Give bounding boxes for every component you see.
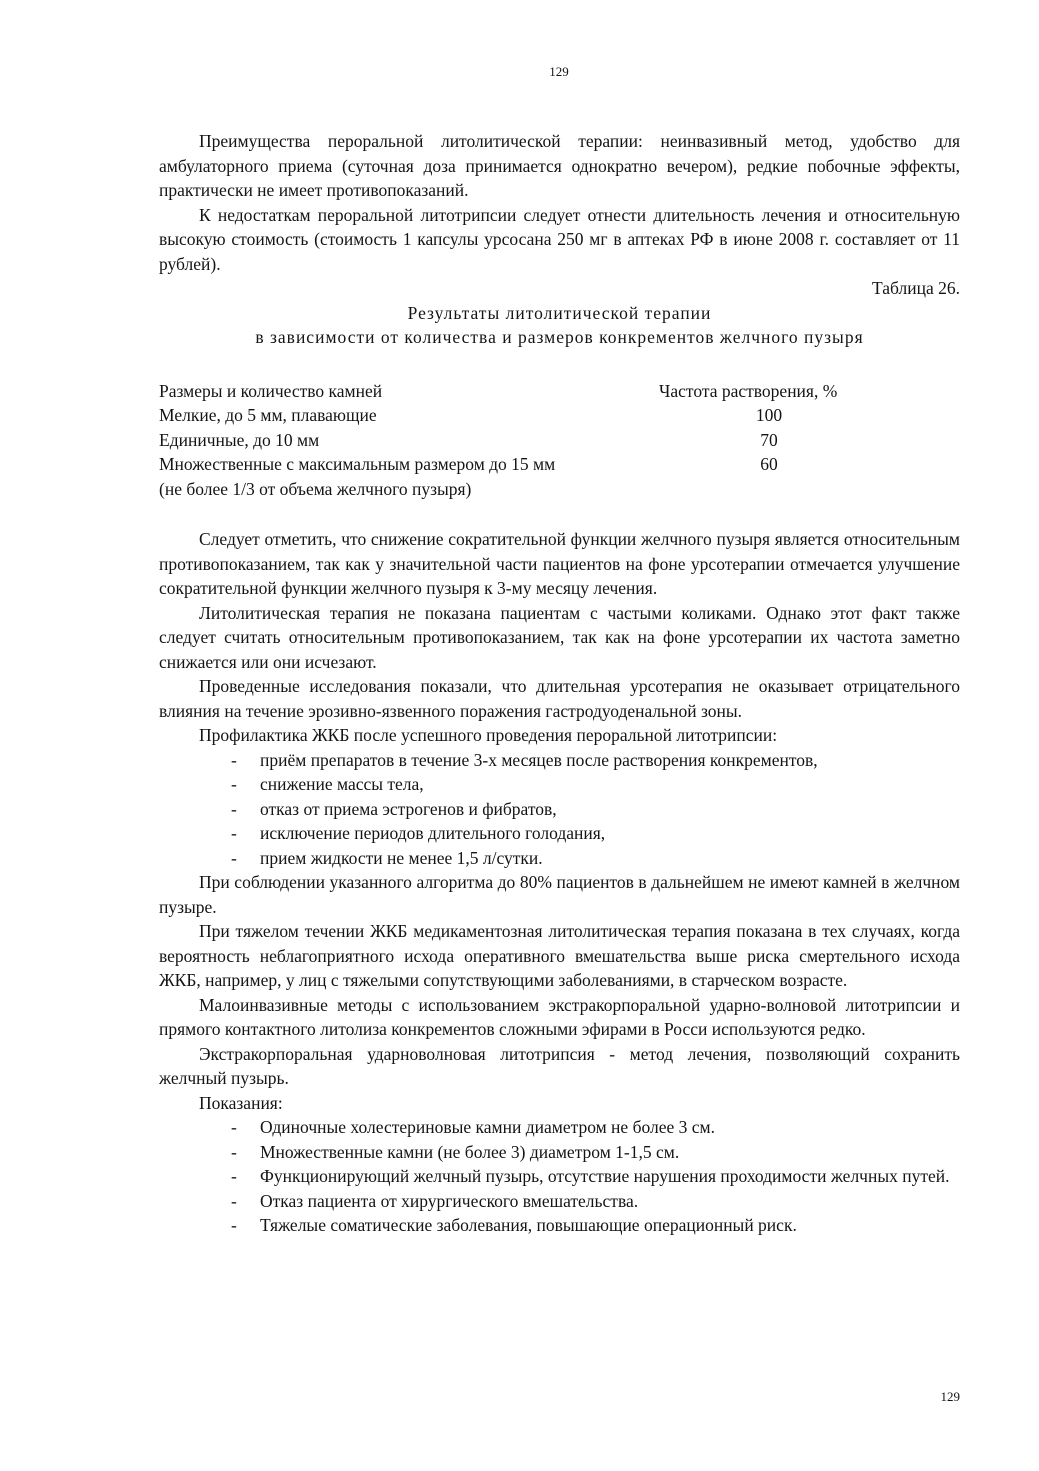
paragraph-severe-course: При тяжелом течении ЖКБ медикаментозная литолитическая терапия показана в тех случаях, когда вероятность неблагоприятного исхода оперативного вмешательства выше риска смертельного исхода ЖКБ, например, у лиц с тяжелыми сопутствующими заболеваниями, в старческом возрасте. [159, 921, 960, 990]
table-cell-rate: 60 [760, 454, 778, 474]
paragraph-studies: Проведенные исследования показали, что длительная урсотерапия не оказывает отрицательного влияния на течение эрозивно-язвенного поражения гастродуоденальной зоны. [159, 676, 960, 721]
table-caption-line1: Результаты литолитической терапии [407, 302, 712, 323]
table-row [159, 428, 960, 453]
table-row [159, 477, 960, 502]
table-header-size: Размеры и количество камней [159, 380, 383, 401]
paragraph-disadvantages: К недостаткам пероральной литотрипсии следует отнести длительность лечения и относительную высокую стоимость (стоимость 1 капсулы урсосана 250 мг в аптеках РФ в июне 2008 г. составляет от 11 рублей). [159, 204, 960, 274]
paragraph-contractility: Следует отметить, что снижение сократительной функции желчного пузыря является относительным противопоказанием, так как у значительной части пациентов на фоне урсотерапии отмечается улучшение сократительной функции желчного пузыря к 3-му месяцу лечения. [159, 529, 960, 598]
paragraph-colic: Литолитическая терапия не показана пациентам с частыми коликами. Однако этот факт также следует считать относительным противопоказанием, так как на фоне урсотерапии их частота заметно снижается или они исчезают. [159, 602, 960, 672]
table-caption-line2: в зависимости от количества и размеров конкрементов желчного пузыря [255, 327, 864, 347]
page-number-bottom: 129 [940, 1389, 960, 1404]
page-content [159, 129, 960, 1238]
table-header-row [159, 379, 960, 404]
table-number: Таблица 26. [872, 278, 960, 298]
table-cell-size: (не более 1/3 от объема желчного пузыря) [159, 478, 472, 499]
paragraph-minimally-invasive: Малоинвазивные методы с использованием экстракорпоральной ударно-волновой литотрипсии и прямого контактного литолиза конкрементов сложными эфирами в Росси используются редко. [159, 994, 960, 1039]
table-cell-rate: 70 [760, 429, 778, 450]
table-row [159, 403, 960, 428]
list-item: - Отказ пациента от хирургического вмешательства. [159, 1189, 960, 1214]
page-number-top: 129 [549, 64, 569, 79]
prophylaxis-list [159, 748, 960, 871]
table-header-rate: Частота растворения, % [659, 380, 838, 401]
table-cell-rate [659, 477, 879, 502]
table-cell-rate: 100 [755, 405, 783, 425]
list-item: - Одиночные холестериновые камни диаметром не более 3 см. [159, 1115, 960, 1140]
results-table [159, 379, 960, 502]
list-item: - исключение периодов длительного голодания, [159, 821, 960, 846]
paragraph-eswl: Экстракорпоральная ударноволновая литотрипсия - метод лечения, позволяющий сохранить желчный пузырь. [159, 1043, 960, 1088]
paragraph-advantages: Преимущества пероральной литолитической терапии: неинвазивный метод, удобство для амбулаторного приема (суточная доза принимается однократно вечером), редкие побочные эффекты, практически не имеет противопоказаний. [159, 131, 960, 200]
table-cell-size: Множественные с максимальным размером до 15 мм [159, 454, 556, 474]
table-row [159, 452, 960, 477]
indications-list [159, 1115, 960, 1238]
list-item: - приём препаратов в течение 3-х месяцев после растворения конкрементов, [159, 748, 960, 773]
paragraph-indications-title: Показания: [199, 1092, 283, 1113]
list-item: - Тяжелые соматические заболевания, повышающие операционный риск. [159, 1213, 960, 1238]
table-cell-size: Единичные, до 10 мм [159, 429, 320, 450]
list-item: - Множественные камни (не более 3) диаметром 1-1,5 см. [159, 1140, 960, 1165]
list-item: - Функционирующий желчный пузырь, отсутствие нарушения проходимости желчных путей. [159, 1164, 960, 1189]
list-item: - прием жидкости не менее 1,5 л/сутки. [159, 846, 960, 871]
paragraph-algorithm: При соблюдении указанного алгоритма до 80% пациентов в дальнейшем не имеют камней в желчном пузыре. [159, 872, 960, 917]
list-item: - отказ от приема эстрогенов и фибратов, [159, 797, 960, 822]
list-item: - снижение массы тела, [159, 772, 960, 797]
paragraph-prophylaxis-intro: Профилактика ЖКБ после успешного проведения пероральной литотрипсии: [199, 725, 778, 745]
table-cell-size: Мелкие, до 5 мм, плавающие [159, 405, 377, 425]
